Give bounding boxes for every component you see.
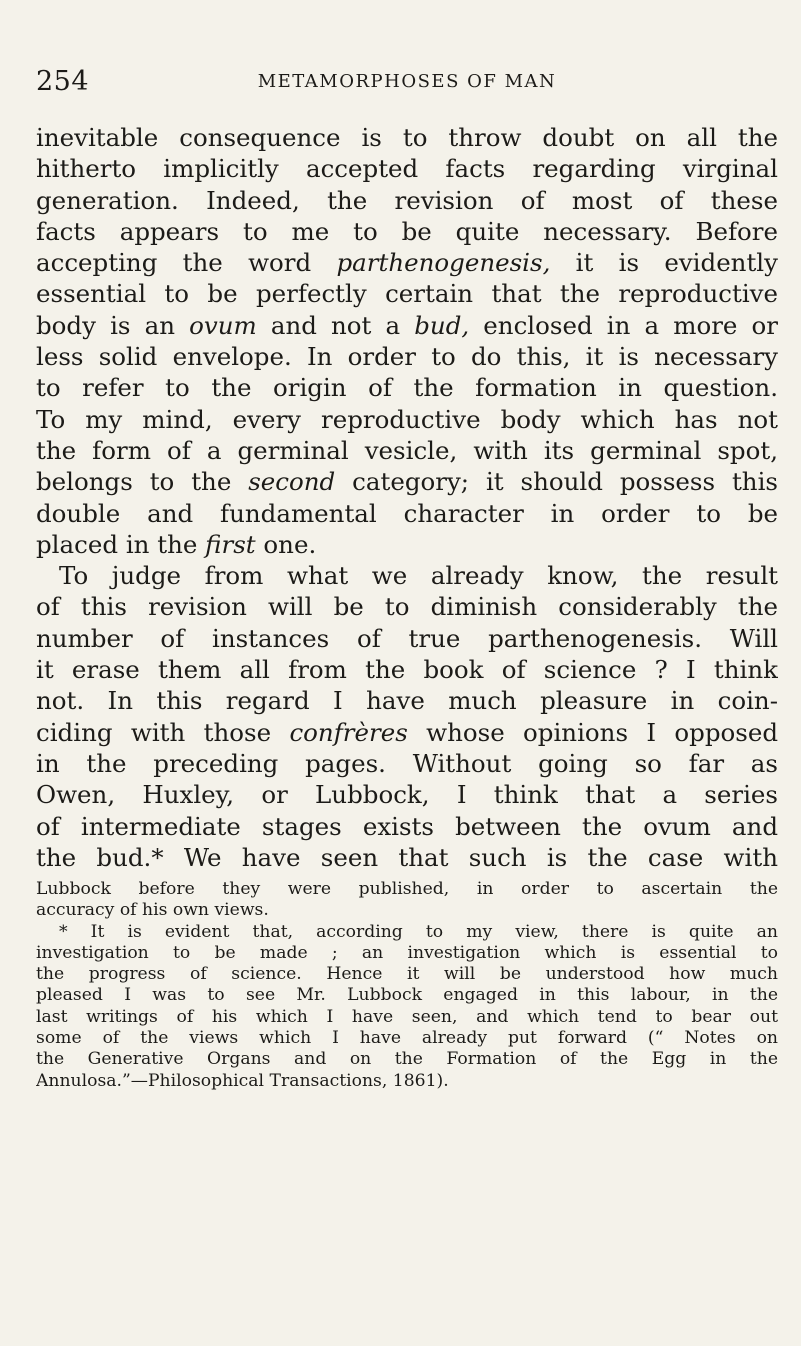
footnote-line: pleased I was to see Mr. Lubbock engaged in this labour, in the [36, 985, 778, 1006]
footnote-line: the progress of science. Hence it will be understood how much [36, 964, 778, 985]
text-segment: belongs to the [36, 467, 249, 497]
footnote-line: * It is evident that, according to my view, there is quite an [59, 921, 778, 942]
text-line [36, 247, 778, 278]
text-line: number of instances of true parthenogenesis. Will [36, 623, 778, 653]
italic-term: ovum [189, 310, 257, 340]
text-segment: one. [255, 529, 317, 559]
italic-term: second [248, 467, 336, 497]
text-segment: ciding with those [36, 717, 290, 747]
text-line [36, 717, 778, 748]
text-line: To my mind, every reproductive body which has not [36, 404, 778, 434]
text-line: the form of a germinal vesicle, with its germinal spot, [36, 435, 778, 465]
footnote-line: last writings of his which I have seen, and which tend to bear out [36, 1006, 778, 1027]
text-line: double and fundamental character in order to be [36, 498, 778, 528]
page-number: 254 [36, 66, 90, 97]
footnote-line: Annulosa.”—Philosophical Transactions, 1861). [36, 1070, 449, 1091]
text-line [36, 310, 778, 341]
text-line [36, 529, 778, 560]
text-line: of this revision will be to diminish considerably the [36, 592, 778, 622]
text-line: facts appears to me to be quite necessary. Before [36, 216, 778, 246]
text-line: of intermediate stages exists between the ovum and [36, 811, 778, 841]
italic-term: parthenogenesis, [336, 248, 551, 278]
footnote-line: accuracy of his own views. [36, 900, 269, 921]
text-segment: body is an [36, 310, 190, 340]
text-segment: whose opinions I opposed [407, 717, 778, 747]
text-line: To judge from what we already know, the result [59, 561, 778, 591]
text-segment: accepting the word [36, 248, 337, 278]
italic-term: confrères [289, 717, 408, 747]
body-text [36, 122, 778, 873]
text-segment: and not a [256, 310, 415, 340]
text-line: the bud.* We have seen that such is the case with [36, 842, 778, 872]
text-line [36, 466, 778, 497]
italic-term: first [205, 529, 256, 559]
text-segment: enclosed in a more or [469, 310, 778, 340]
italic-term: bud, [414, 310, 470, 340]
running-head [36, 66, 778, 98]
footnote-line: the Generative Organs and on the Formation of the Egg in the [36, 1049, 778, 1070]
text-line: Owen, Huxley, or Lubbock, I think that a series [36, 780, 778, 810]
text-line: less solid envelope. In order to do this, it is necessary [36, 342, 778, 372]
text-line: to refer to the origin of the formation in question. [36, 373, 778, 403]
text-segment: category; it should possess this [335, 467, 778, 497]
text-line: in the preceding pages. Without going so far as [36, 748, 778, 778]
text-segment: placed in the [36, 529, 206, 559]
text-line: essential to be perfectly certain that the reproductive [36, 279, 778, 309]
text-line: hitherto implicitly accepted facts regarding virginal [36, 154, 778, 184]
text-line: inevitable consequence is to throw doubt on all the [36, 123, 778, 152]
footnote-line: some of the views which I have already put forward (“ Notes on [36, 1028, 778, 1049]
running-title: METAMORPHOSES OF MAN [257, 71, 557, 92]
text-line: not. In this regard I have much pleasure in coin- [36, 686, 778, 716]
text-line: generation. Indeed, the revision of most of these [36, 185, 778, 215]
text-segment: it is evidently [550, 248, 778, 278]
footnote-line: Lubbock before they were published, in order to ascertain the [36, 879, 778, 899]
footnote-line: investigation to be made ; an investigation which is essential to [36, 942, 778, 963]
footnotes [36, 879, 778, 1092]
text-line: it erase them all from the book of science ? I think [36, 655, 778, 685]
